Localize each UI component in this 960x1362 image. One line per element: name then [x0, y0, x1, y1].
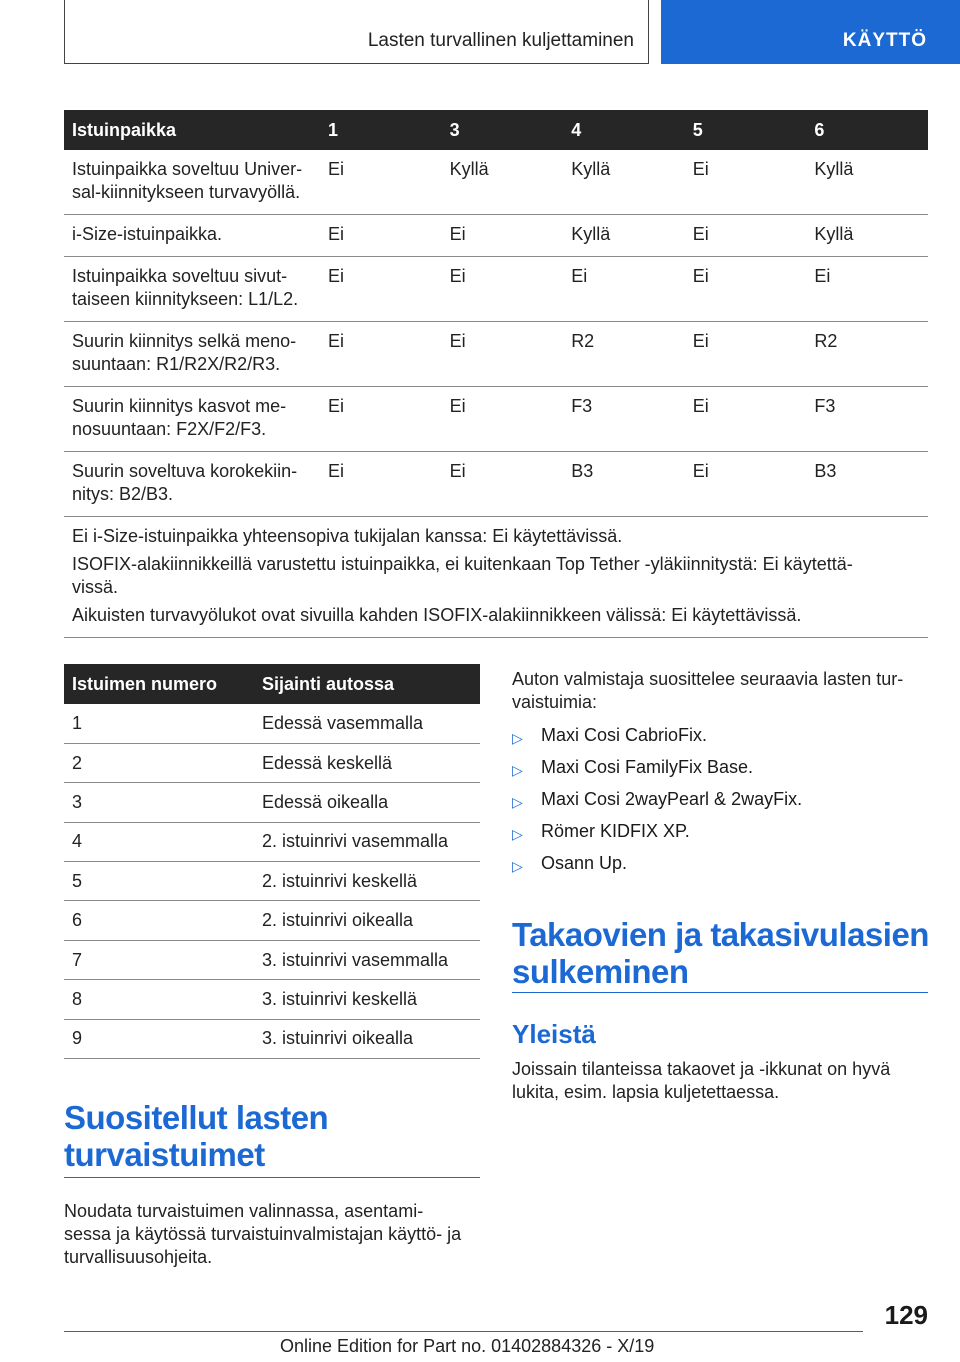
seat-table-row — [64, 150, 928, 215]
page-number: 129 — [884, 1300, 928, 1330]
number-table-row — [64, 862, 480, 901]
seat-table-cell: Ei — [320, 257, 442, 322]
seat-table-cell: Ei — [806, 257, 928, 322]
footer-rule — [64, 1331, 863, 1332]
header-title: Lasten turvallinen kuljettaminen — [367, 30, 634, 51]
bullet-triangle-icon: ▷ — [512, 730, 523, 746]
seat-table-cell: R2 — [563, 322, 685, 387]
seat-number-cell: 3 — [64, 783, 254, 822]
seat-table-row — [64, 387, 928, 452]
recommended-seat-item — [512, 820, 928, 852]
seat-table-cell: F3 — [563, 387, 685, 452]
recommended-heading: Suositellut lasten turvaistuimet — [64, 1099, 329, 1173]
recommended-seat-list — [512, 724, 928, 884]
seat-table-header-cell: 4 — [563, 110, 685, 150]
seat-location-cell: 3. istuinrivi oikealla — [254, 1019, 480, 1058]
seat-table-row-label: Suurin kiinnitys selkä meno- suuntaan: R1/R2X/R2/R3. — [64, 322, 320, 387]
seat-location-cell: Edessä vasemmalla — [254, 704, 480, 743]
header-section-box — [661, 0, 960, 64]
seat-location-cell: 3. istuinrivi vasemmalla — [254, 940, 480, 979]
number-table-header-cell: Sijainti autossa — [254, 664, 480, 704]
seat-table-header-cell: 5 — [685, 110, 807, 150]
seat-table-cell: Ei — [320, 322, 442, 387]
seat-table-row — [64, 257, 928, 322]
seat-table-cell: Ei — [320, 150, 442, 215]
recommended-heading-rule — [64, 1177, 480, 1178]
seat-table-cell: Kyllä — [563, 150, 685, 215]
recommended-seat-label: Maxi Cosi 2wayPearl & 2wayFix. — [541, 789, 803, 809]
seat-table-cell: Ei — [685, 150, 807, 215]
manufacturer-intro: Auton valmistaja suosittelee seuraavia lasten tur- vaistuimia: — [512, 669, 904, 712]
recommended-seat-label: Römer KIDFIX XP. — [541, 821, 690, 841]
bullet-triangle-icon: ▷ — [512, 794, 523, 810]
seat-table-cell: F3 — [806, 387, 928, 452]
header-title-box — [64, 0, 649, 64]
seat-table-cell: Ei — [320, 452, 442, 517]
locking-subheading: Yleistä — [512, 1019, 596, 1049]
seat-table-cell: Kyllä — [563, 215, 685, 257]
number-table-row — [64, 822, 480, 861]
seat-table-notes — [64, 517, 928, 638]
recommended-seat-label: Maxi Cosi CabrioFix. — [541, 725, 708, 745]
seat-table-header-cell: Istuinpaikka — [64, 110, 320, 150]
recommended-seat-item — [512, 724, 928, 756]
number-table-row — [64, 743, 480, 782]
bullet-triangle-icon: ▷ — [512, 762, 523, 778]
seat-table-notes-row — [64, 517, 928, 638]
seat-number-cell: 2 — [64, 743, 254, 782]
bullet-triangle-icon: ▷ — [512, 858, 523, 874]
seat-table-cell: Ei — [442, 257, 564, 322]
seat-table-cell: Ei — [685, 452, 807, 517]
recommended-text: Noudata turvaistuimen valinnassa, asentami- sessa ja käytössä turvaistuinvalmistajan käyttö- ja turvallisuusohjeita. — [64, 1201, 462, 1267]
recommended-seat-item — [512, 852, 928, 884]
recommended-seat-item — [512, 788, 928, 820]
seat-location-cell: 2. istuinrivi oikealla — [254, 901, 480, 940]
seat-number-cell: 5 — [64, 862, 254, 901]
number-table-row — [64, 704, 480, 743]
number-table-row — [64, 783, 480, 822]
footer-edition: Online Edition for Part no. 01402884326 - X/19 — [280, 1336, 655, 1356]
seat-table-cell: B3 — [806, 452, 928, 517]
seat-table-row — [64, 215, 928, 257]
recommended-seat-label: Maxi Cosi FamilyFix Base. — [541, 757, 754, 777]
seat-table-cell: R2 — [806, 322, 928, 387]
locking-heading-rule — [512, 992, 928, 993]
seat-number-cell: 4 — [64, 822, 254, 861]
seat-table-cell: Ei — [442, 387, 564, 452]
seat-table-header-cell: 6 — [806, 110, 928, 150]
seat-table-cell: Kyllä — [806, 215, 928, 257]
seat-location-cell: 2. istuinrivi keskellä — [254, 862, 480, 901]
seat-location-cell: Edessä keskellä — [254, 743, 480, 782]
seat-location-cell: 3. istuinrivi keskellä — [254, 980, 480, 1019]
seat-number-cell: 7 — [64, 940, 254, 979]
seat-position-table — [64, 110, 928, 638]
locking-heading: Takaovien ja takasivulasien sulkeminen — [512, 916, 929, 990]
seat-table-note: Ei i-Size-istuinpaikka yhteensopiva tukijalan kanssa: Ei käytettävissä. — [72, 526, 623, 546]
seat-table-row-label: Suurin kiinnitys kasvot me- nosuuntaan: F2X/F2/F3. — [64, 387, 320, 452]
seat-table-row — [64, 322, 928, 387]
seat-number-cell: 8 — [64, 980, 254, 1019]
seat-table-cell: Kyllä — [806, 150, 928, 215]
number-table-row — [64, 980, 480, 1019]
header-section-label: KÄYTTÖ — [842, 30, 927, 51]
number-table-row — [64, 901, 480, 940]
seat-table-cell: Ei — [563, 257, 685, 322]
seat-table-cell: Ei — [685, 322, 807, 387]
seat-table-cell: B3 — [563, 452, 685, 517]
bullet-triangle-icon: ▷ — [512, 826, 523, 842]
seat-table-row-label: i-Size-istuinpaikka. — [64, 215, 320, 257]
seat-table-row-label: Istuinpaikka soveltuu Univer- sal-kiinnitykseen turvavyöllä. — [64, 150, 320, 215]
seat-location-cell: 2. istuinrivi vasemmalla — [254, 822, 480, 861]
recommended-seat-item — [512, 756, 928, 788]
seat-table-cell: Kyllä — [442, 150, 564, 215]
seat-table-cell: Ei — [442, 215, 564, 257]
seat-number-cell: 9 — [64, 1019, 254, 1058]
seat-number-table — [64, 664, 480, 1059]
seat-table-cell: Ei — [320, 215, 442, 257]
seat-table-note: Aikuisten turvavyölukot ovat sivuilla kahden ISOFIX-alakiinnikkeen välissä: Ei käytettävissä. — [72, 605, 802, 625]
seat-table-row-label: Suurin soveltuva korokekiin- nitys: B2/B3. — [64, 452, 320, 517]
seat-table-cell: Ei — [685, 387, 807, 452]
seat-location-cell: Edessä oikealla — [254, 783, 480, 822]
seat-number-cell: 6 — [64, 901, 254, 940]
seat-table-cell: Ei — [320, 387, 442, 452]
seat-number-cell: 1 — [64, 704, 254, 743]
seat-table-row — [64, 452, 928, 517]
seat-table-cell: Ei — [685, 215, 807, 257]
seat-table-cell: Ei — [442, 322, 564, 387]
recommended-seat-label: Osann Up. — [541, 853, 628, 873]
seat-table-header-cell: 1 — [320, 110, 442, 150]
seat-table-note: ISOFIX-alakiinnikkeillä varustettu istuinpaikka, ei kuitenkaan Top Tether -yläkiinnitystä: Ei käytettä- vissä. — [72, 554, 853, 597]
seat-table-header-cell: 3 — [442, 110, 564, 150]
number-table-header-cell: Istuimen numero — [64, 664, 254, 704]
seat-table-row-label: Istuinpaikka soveltuu sivut- taiseen kiinnitykseen: L1/L2. — [64, 257, 320, 322]
number-table-header-row — [64, 664, 480, 704]
number-table-row — [64, 1019, 480, 1058]
seat-table-cell: Ei — [685, 257, 807, 322]
number-table-row — [64, 940, 480, 979]
seat-table-cell: Ei — [442, 452, 564, 517]
seat-table-header-row — [64, 110, 928, 150]
locking-text: Joissain tilanteissa takaovet ja -ikkunat on hyvä lukita, esim. lapsia kuljetettaessa. — [512, 1059, 891, 1102]
